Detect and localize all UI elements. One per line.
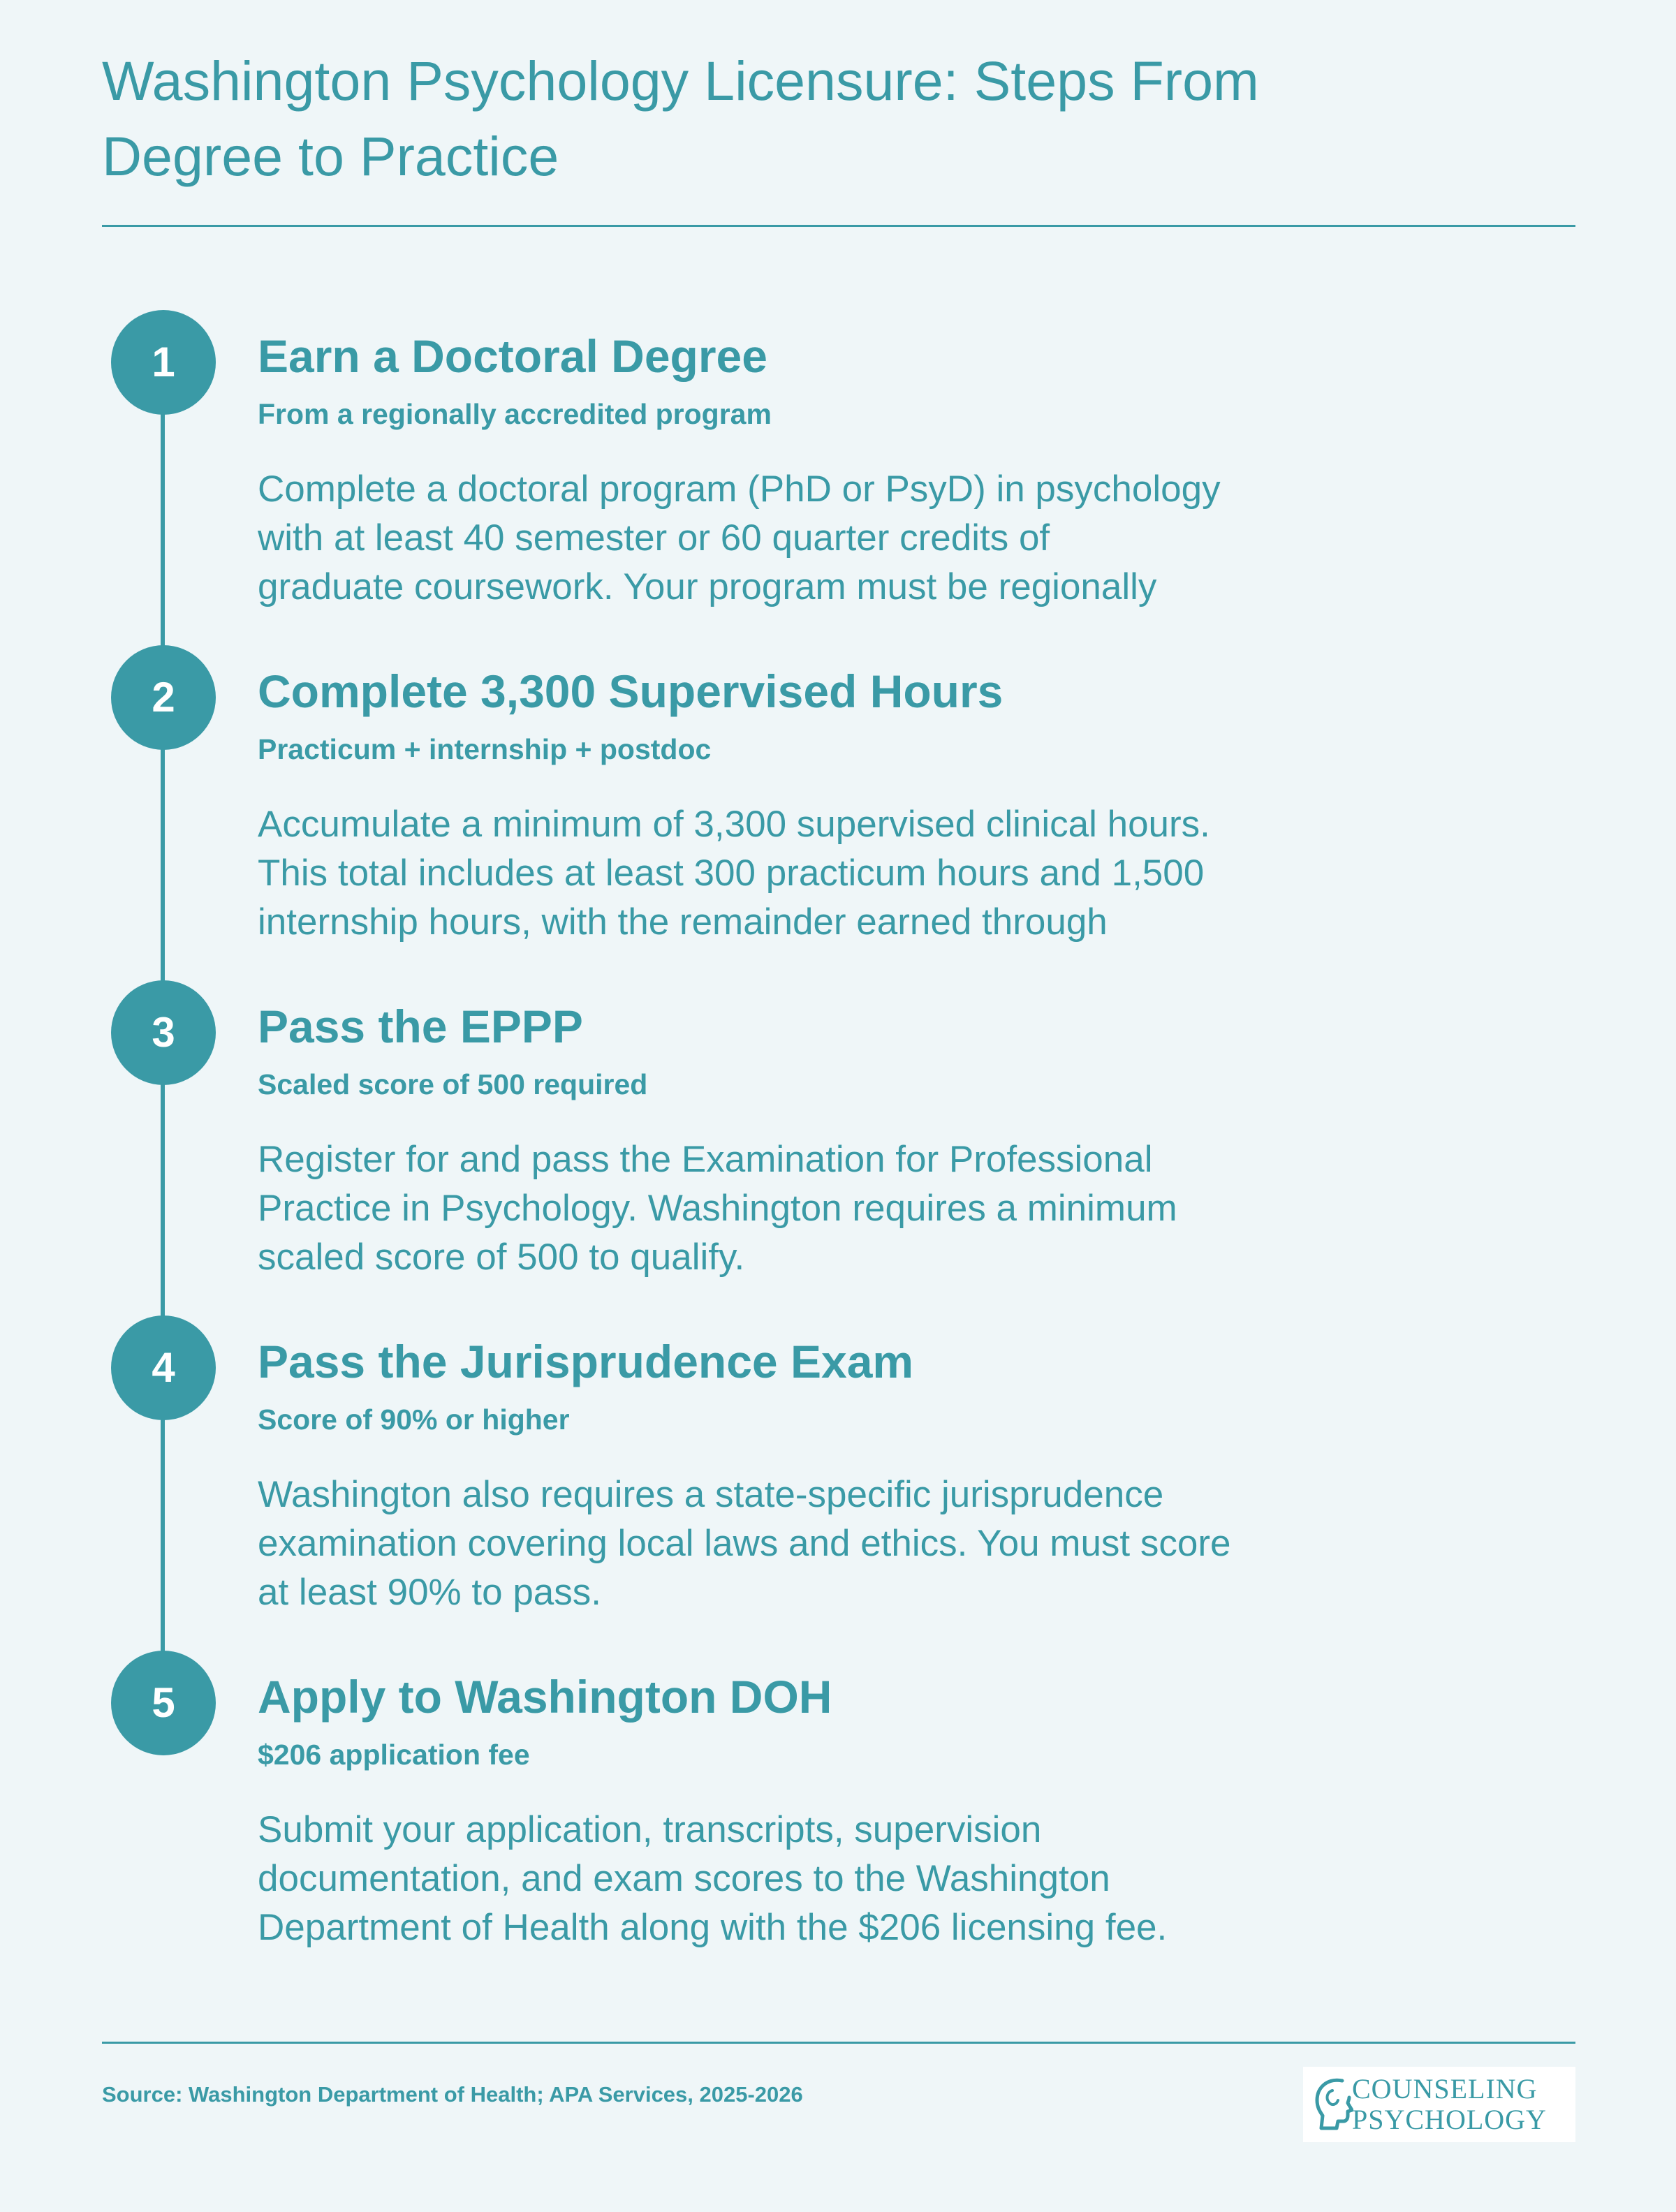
step-heading: Earn a Doctoral Degree bbox=[258, 330, 767, 382]
step-description-line: Complete a doctoral program (PhD or PsyD) in psychology bbox=[258, 469, 1221, 510]
step-description-line: Washington also requires a state-specific jurisprudence bbox=[258, 1474, 1164, 1515]
step-number-badge: 4 bbox=[111, 1315, 216, 1420]
step-heading: Pass the Jurisprudence Exam bbox=[258, 1336, 914, 1387]
step-number-badge: 3 bbox=[111, 980, 216, 1085]
step-subheading: Practicum + internship + postdoc bbox=[258, 733, 712, 765]
step-description bbox=[258, 1470, 1319, 1617]
step-description-line: scaled score of 500 to qualify. bbox=[258, 1237, 745, 1278]
step-number-badge: 2 bbox=[111, 645, 216, 750]
head-profile-icon bbox=[1311, 2075, 1353, 2134]
step-subheading: Score of 90% or higher bbox=[258, 1403, 570, 1436]
page-title: Washington Psychology Licensure: Steps From Degree to Practice bbox=[102, 50, 1259, 187]
step-description-line: documentation, and exam scores to the Washington bbox=[258, 1858, 1110, 1899]
step-description-line: at least 90% to pass. bbox=[258, 1572, 602, 1613]
step-number-badge: 5 bbox=[111, 1651, 216, 1755]
step-description-line: examination covering local laws and ethics. You must score bbox=[258, 1523, 1231, 1564]
step-number-badge: 1 bbox=[111, 310, 216, 415]
footer-divider bbox=[102, 2042, 1575, 2044]
logo-text-line-2: PSYCHOLOGY bbox=[1352, 2104, 1547, 2135]
step-description bbox=[258, 1806, 1319, 1952]
logo-text-line-1: COUNSELING bbox=[1352, 2073, 1538, 2104]
step-description-line: internship hours, with the remainder earned through bbox=[258, 901, 1108, 943]
step-subheading: Scaled score of 500 required bbox=[258, 1068, 648, 1100]
step-description-line: Practice in Psychology. Washington requires a minimum bbox=[258, 1188, 1177, 1229]
step-description-line: with at least 40 semester or 60 quarter credits of bbox=[258, 517, 1050, 559]
step-heading: Complete 3,300 Supervised Hours bbox=[258, 665, 1004, 717]
step-description bbox=[258, 465, 1319, 612]
step-subheading: From a regionally accredited program bbox=[258, 398, 772, 430]
step-description-line: Accumulate a minimum of 3,300 supervised clinical hours. bbox=[258, 804, 1210, 845]
step-description-line: Submit your application, transcripts, supervision bbox=[258, 1809, 1042, 1850]
step-description-line: This total includes at least 300 practicum hours and 1,500 bbox=[258, 853, 1205, 894]
step-description bbox=[258, 800, 1319, 947]
step-heading: Pass the EPPP bbox=[258, 1001, 583, 1052]
source-citation: Source: Washington Department of Health; APA Services, 2025-2026 bbox=[102, 2082, 803, 2107]
step-heading: Apply to Washington DOH bbox=[258, 1671, 832, 1723]
step-description-line: graduate coursework. Your program must be regionally bbox=[258, 566, 1157, 607]
step-description bbox=[258, 1135, 1319, 1282]
counseling-psychology-logo bbox=[1303, 2067, 1575, 2142]
header-divider bbox=[102, 225, 1575, 227]
step-description-line: Department of Health along with the $206 licensing fee. bbox=[258, 1907, 1168, 1948]
step-subheading: $206 application fee bbox=[258, 1739, 530, 1771]
step-description-line: Register for and pass the Examination for Professional bbox=[258, 1139, 1153, 1180]
